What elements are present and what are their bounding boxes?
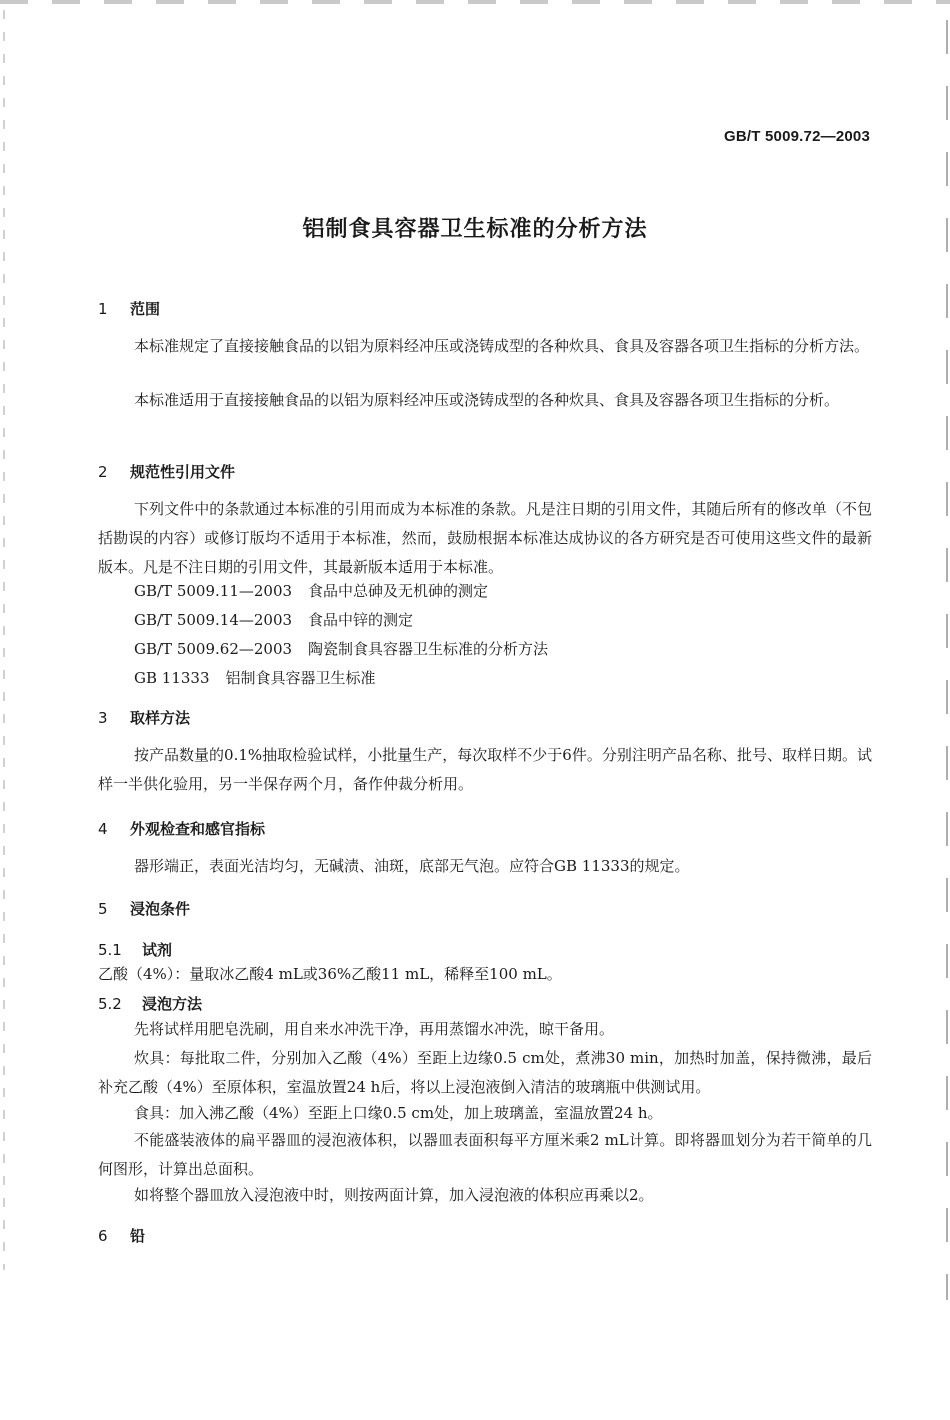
section-title: 铅 [130, 1227, 146, 1245]
paragraph: 乙酸（4%）：量取冰乙酸4 mL或36%乙酸11 mL，稀释至100 mL。 [98, 965, 562, 983]
section-heading-3 [98, 707, 190, 728]
reference-title: 铝制食具容器卫生标准 [225, 669, 376, 687]
paragraph: 按产品数量的0.1%抽取检验试样，小批量生产，每次取样不少于6件。分别注明产品名称、批号、取样日期。试样一半供化验用，另一半保存两个月，备作仲裁分析用。 [98, 746, 873, 793]
section-title: 浸泡方法 [142, 995, 203, 1013]
scan-edge-artifact [3, 10, 5, 1270]
section-number: 5.1 [98, 941, 122, 959]
reference-code: GB/T 5009.62—2003 [134, 640, 293, 658]
section-number: 4 [98, 820, 108, 838]
paragraph: 器形端正，表面光洁均匀，无碱渍、油斑，底部无气泡。应符合GB 11333的规定。 [134, 857, 690, 875]
scan-edge-artifact [0, 0, 950, 4]
section-heading-1 [98, 298, 160, 319]
section-number: 5 [98, 900, 108, 918]
section-heading-2 [98, 461, 235, 482]
reference-item [134, 609, 413, 630]
section-heading-5 [98, 898, 190, 919]
section-number: 3 [98, 709, 108, 727]
section-heading-4 [98, 818, 265, 839]
reference-code: GB 11333 [134, 669, 210, 687]
section-number: 2 [98, 463, 108, 481]
reference-item [134, 580, 488, 601]
standard-code: GB/T 5009.72—2003 [724, 128, 870, 145]
section-title: 外观检查和感官指标 [130, 820, 266, 838]
subsection-heading-5-2 [98, 993, 202, 1014]
section-title: 取样方法 [130, 709, 191, 727]
reference-code: GB/T 5009.11—2003 [134, 582, 293, 600]
subsection-heading-5-1 [98, 939, 172, 960]
section-title: 试剂 [142, 941, 173, 959]
paragraph: 食具：加入沸乙酸（4%）至距上口缘0.5 cm处，加上玻璃盖，室温放置24 h。 [134, 1104, 663, 1122]
paragraph: 本标准规定了直接接触食品的以铝为原料经冲压或浇铸成型的各种炊具、食具及容器各项卫生指标的分析方法。 [134, 337, 870, 355]
section-title: 规范性引用文件 [130, 463, 236, 481]
reference-code: GB/T 5009.14—2003 [134, 611, 293, 629]
reference-title: 食品中锌的测定 [308, 611, 414, 629]
document-title: 铝制食具容器卫生标准的分析方法 [302, 217, 648, 242]
section-number: 6 [98, 1227, 108, 1245]
reference-item [134, 667, 376, 688]
paragraph: 如将整个器皿放入浸泡液中时，则按两面计算，加入浸泡液的体积应再乘以2。 [134, 1186, 654, 1204]
paragraph: 先将试样用肥皂洗刷，用自来水冲洗干净，再用蒸馏水冲洗，晾干备用。 [134, 1020, 615, 1038]
section-number: 1 [98, 300, 108, 318]
paragraph: 炊具：每批取二件，分别加入乙酸（4%）至距上边缘0.5 cm处，煮沸30 min，加热时加盖，保持微沸，最后补充乙酸（4%）至原体积，室温放置24 h后，将以上浸泡液倒入清洁的玻璃瓶中供测试用。 [98, 1049, 872, 1096]
section-title: 浸泡条件 [130, 900, 191, 918]
section-number: 5.2 [98, 995, 122, 1013]
reference-item [134, 638, 548, 659]
paragraph: 不能盛装液体的扁平器皿的浸泡液体积，以器皿表面积每平方厘米乘2 mL计算。即将器皿划分为若干简单的几何图形，计算出总面积。 [98, 1131, 872, 1178]
section-heading-6 [98, 1225, 145, 1246]
reference-title: 食品中总砷及无机砷的测定 [308, 582, 489, 600]
reference-title: 陶瓷制食具容器卫生标准的分析方法 [308, 640, 549, 658]
section-title: 范围 [130, 300, 161, 318]
paragraph: 本标准适用于直接接触食品的以铝为原料经冲压或浇铸成型的各种炊具、食具及容器各项卫生指标的分析。 [134, 391, 840, 409]
paragraph: 下列文件中的条款通过本标准的引用而成为本标准的条款。凡是注日期的引用文件，其随后所有的修改单（不包括勘误的内容）或修订版均不适用于本标准，然而，鼓励根据本标准达成协议的各方研究是否可使用这些文件的最新版本。凡是不注日期的引用文件，其最新版本适用于本标准。 [98, 500, 872, 576]
